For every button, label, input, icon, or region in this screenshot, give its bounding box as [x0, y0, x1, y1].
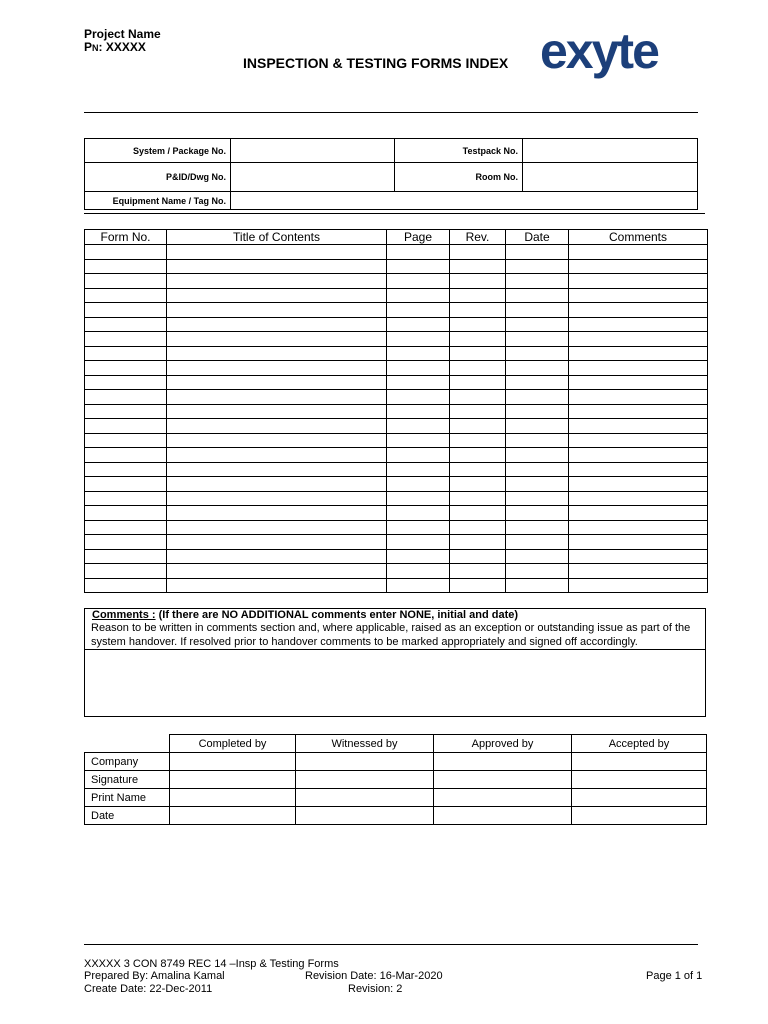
- table-cell[interactable]: [387, 433, 450, 448]
- footer-create-date: Create Date: 22-Dec-2011: [84, 983, 213, 995]
- row-label-date: Date: [85, 807, 170, 825]
- signoff-row-print-name: [85, 789, 707, 807]
- table-cell[interactable]: [387, 419, 450, 434]
- table-cell[interactable]: [450, 564, 506, 579]
- table-cell[interactable]: [167, 549, 387, 564]
- project-name: Project Name: [84, 27, 161, 41]
- table-cell[interactable]: [167, 477, 387, 492]
- table-cell[interactable]: [167, 506, 387, 521]
- table-cell[interactable]: [450, 462, 506, 477]
- comments-divider: [85, 649, 705, 650]
- table-cell[interactable]: [85, 506, 167, 521]
- table-row: [85, 317, 708, 332]
- table-cell[interactable]: [569, 520, 708, 535]
- footer-prepared-by: Prepared By: Amalina Kamal: [84, 970, 225, 982]
- table-cell[interactable]: [387, 404, 450, 419]
- footer-revision-date: Revision Date: 16-Mar-2020: [305, 970, 443, 982]
- col-form-no: Form No.: [85, 230, 167, 245]
- table-cell[interactable]: [387, 390, 450, 405]
- signoff-cell[interactable]: [434, 807, 572, 825]
- table-cell[interactable]: [387, 462, 450, 477]
- table-cell[interactable]: [167, 390, 387, 405]
- signoff-cell[interactable]: [170, 789, 296, 807]
- table-row: [85, 274, 708, 289]
- room-label: Room No.: [395, 163, 523, 192]
- table-cell[interactable]: [387, 535, 450, 550]
- signoff-cell[interactable]: [434, 789, 572, 807]
- table-cell[interactable]: [167, 404, 387, 419]
- footer-doc-ref: XXXXX 3 CON 8749 REC 14 –Insp & Testing Forms: [84, 958, 339, 970]
- table-cell[interactable]: [569, 448, 708, 463]
- table-cell[interactable]: [450, 477, 506, 492]
- table-cell[interactable]: [167, 361, 387, 376]
- signoff-cell[interactable]: [572, 771, 707, 789]
- table-cell[interactable]: [85, 288, 167, 303]
- table-row: [85, 419, 708, 434]
- col-page: Page: [387, 230, 450, 245]
- table-cell[interactable]: [506, 462, 569, 477]
- system-package-label: System / Package No.: [85, 139, 231, 163]
- signoff-cell[interactable]: [434, 753, 572, 771]
- table-cell[interactable]: [506, 506, 569, 521]
- table-cell[interactable]: [450, 448, 506, 463]
- table-cell[interactable]: [167, 274, 387, 289]
- table-cell[interactable]: [387, 477, 450, 492]
- table-cell[interactable]: [167, 288, 387, 303]
- table-cell[interactable]: [85, 520, 167, 535]
- table-cell[interactable]: [85, 303, 167, 318]
- table-row: [85, 520, 708, 535]
- header-divider: [84, 112, 698, 113]
- table-cell[interactable]: [387, 361, 450, 376]
- table-cell[interactable]: [167, 578, 387, 593]
- table-cell[interactable]: [450, 578, 506, 593]
- pn-small: N: [92, 43, 99, 53]
- pn-prefix: P: [84, 40, 93, 54]
- table-cell[interactable]: [569, 419, 708, 434]
- table-cell[interactable]: [85, 448, 167, 463]
- signoff-cell[interactable]: [572, 753, 707, 771]
- signoff-cell[interactable]: [296, 789, 434, 807]
- exyte-logo: [540, 22, 700, 86]
- table-cell[interactable]: [387, 506, 450, 521]
- table-cell[interactable]: [387, 303, 450, 318]
- table-cell[interactable]: [506, 361, 569, 376]
- logo-wordmark: exyte: [540, 23, 658, 79]
- table-cell[interactable]: [506, 448, 569, 463]
- table-cell[interactable]: [387, 491, 450, 506]
- table-row: [85, 303, 708, 318]
- pid-dwg-field[interactable]: [231, 163, 395, 192]
- table-cell[interactable]: [450, 288, 506, 303]
- table-cell[interactable]: [450, 549, 506, 564]
- system-package-field[interactable]: [231, 139, 395, 163]
- table-cell[interactable]: [167, 564, 387, 579]
- table-cell[interactable]: [85, 317, 167, 332]
- table-cell[interactable]: [85, 433, 167, 448]
- table-cell[interactable]: [387, 274, 450, 289]
- table-cell[interactable]: [569, 332, 708, 347]
- table-cell[interactable]: [387, 332, 450, 347]
- signoff-cell[interactable]: [170, 771, 296, 789]
- table-cell[interactable]: [506, 564, 569, 579]
- table-cell[interactable]: [450, 433, 506, 448]
- table-cell[interactable]: [387, 549, 450, 564]
- table-row: [85, 259, 708, 274]
- table-cell[interactable]: [85, 477, 167, 492]
- table-cell[interactable]: [85, 332, 167, 347]
- table-cell[interactable]: [450, 245, 506, 260]
- table-cell[interactable]: [450, 274, 506, 289]
- table-cell[interactable]: [387, 375, 450, 390]
- row-label-signature: Signature: [85, 771, 170, 789]
- table-cell[interactable]: [387, 578, 450, 593]
- project-number: [84, 41, 146, 55]
- table-cell[interactable]: [506, 419, 569, 434]
- table-cell[interactable]: [569, 375, 708, 390]
- col-comments: Comments: [569, 230, 708, 245]
- signoff-cell[interactable]: [170, 753, 296, 771]
- forms-index-table: [84, 229, 708, 593]
- table-row: [85, 375, 708, 390]
- pid-dwg-label: P&ID/Dwg No.: [85, 163, 231, 192]
- table-cell[interactable]: [506, 346, 569, 361]
- col-rev: Rev.: [450, 230, 506, 245]
- info-divider: [84, 213, 705, 214]
- pn-value: : XXXXX: [98, 40, 146, 54]
- table-cell[interactable]: [387, 259, 450, 274]
- table-row: [85, 448, 708, 463]
- table-cell[interactable]: [569, 462, 708, 477]
- table-cell[interactable]: [569, 245, 708, 260]
- col-accepted-by: Accepted by: [572, 735, 707, 753]
- table-cell[interactable]: [569, 317, 708, 332]
- table-cell[interactable]: [167, 259, 387, 274]
- table-row: [85, 404, 708, 419]
- table-cell[interactable]: [506, 390, 569, 405]
- signoff-cell[interactable]: [434, 771, 572, 789]
- comments-guidance-text: Reason to be written in comments section and, where applicable, raised as an exception or outstanding issue as part of the system handover. If resolved prior to handover comments to be marked appropriately and signed off accordingly.: [91, 622, 691, 648]
- table-cell[interactable]: [387, 245, 450, 260]
- signoff-row-date: [85, 807, 707, 825]
- equipment-tag-label: Equipment Name / Tag No.: [85, 192, 231, 210]
- table-cell[interactable]: [569, 535, 708, 550]
- table-cell[interactable]: [85, 491, 167, 506]
- table-row: [85, 477, 708, 492]
- table-cell[interactable]: [450, 491, 506, 506]
- table-cell[interactable]: [387, 346, 450, 361]
- col-title-of-contents: Title of Contents: [167, 230, 387, 245]
- table-cell[interactable]: [450, 259, 506, 274]
- table-cell[interactable]: [450, 520, 506, 535]
- signoff-cell[interactable]: [170, 807, 296, 825]
- col-witnessed-by: Witnessed by: [296, 735, 434, 753]
- table-cell[interactable]: [85, 375, 167, 390]
- table-cell[interactable]: [506, 535, 569, 550]
- exyte-logo-graphic: [540, 22, 700, 86]
- table-cell[interactable]: [85, 245, 167, 260]
- table-cell[interactable]: [506, 549, 569, 564]
- table-row: [85, 578, 708, 593]
- table-cell[interactable]: [450, 506, 506, 521]
- table-cell[interactable]: [167, 535, 387, 550]
- signoff-cell[interactable]: [296, 771, 434, 789]
- table-cell[interactable]: [569, 549, 708, 564]
- signoff-row-company: [85, 753, 707, 771]
- table-cell[interactable]: [167, 448, 387, 463]
- table-row: [85, 245, 708, 260]
- signoff-cell[interactable]: [572, 789, 707, 807]
- table-cell[interactable]: [506, 375, 569, 390]
- table-cell[interactable]: [387, 317, 450, 332]
- table-cell[interactable]: [85, 549, 167, 564]
- table-cell[interactable]: [85, 578, 167, 593]
- table-cell[interactable]: [85, 390, 167, 405]
- comments-label: Comments :: [92, 609, 156, 621]
- table-cell[interactable]: [85, 259, 167, 274]
- row-label-print-name: Print Name: [85, 789, 170, 807]
- table-cell[interactable]: [569, 491, 708, 506]
- system-info-table: [84, 138, 698, 210]
- table-cell[interactable]: [569, 404, 708, 419]
- table-cell[interactable]: [387, 564, 450, 579]
- table-cell[interactable]: [167, 303, 387, 318]
- table-cell[interactable]: [167, 332, 387, 347]
- table-cell[interactable]: [85, 346, 167, 361]
- table-cell[interactable]: [506, 303, 569, 318]
- table-cell[interactable]: [85, 361, 167, 376]
- table-cell[interactable]: [85, 419, 167, 434]
- table-cell[interactable]: [450, 535, 506, 550]
- table-cell[interactable]: [506, 477, 569, 492]
- table-cell[interactable]: [450, 404, 506, 419]
- table-cell[interactable]: [85, 274, 167, 289]
- table-row: [85, 390, 708, 405]
- table-cell[interactable]: [450, 346, 506, 361]
- forms-table-body: [85, 245, 708, 593]
- col-approved-by: Approved by: [434, 735, 572, 753]
- table-cell[interactable]: [85, 564, 167, 579]
- table-cell[interactable]: [506, 520, 569, 535]
- table-cell[interactable]: [569, 259, 708, 274]
- table-row: [85, 462, 708, 477]
- footer-divider: [84, 944, 698, 945]
- signoff-corner: [85, 735, 170, 753]
- table-cell[interactable]: [387, 288, 450, 303]
- table-cell[interactable]: [506, 317, 569, 332]
- footer-page-number: Page 1 of 1: [646, 970, 703, 982]
- table-cell[interactable]: [506, 245, 569, 260]
- table-row: [85, 346, 708, 361]
- table-row: [85, 506, 708, 521]
- table-row: [85, 549, 708, 564]
- table-cell[interactable]: [167, 462, 387, 477]
- table-cell[interactable]: [387, 520, 450, 535]
- table-cell[interactable]: [167, 375, 387, 390]
- table-cell[interactable]: [569, 433, 708, 448]
- table-row: [85, 491, 708, 506]
- signoff-cell[interactable]: [296, 807, 434, 825]
- table-cell[interactable]: [167, 245, 387, 260]
- table-row: [85, 288, 708, 303]
- table-cell[interactable]: [450, 317, 506, 332]
- table-cell[interactable]: [167, 433, 387, 448]
- room-field[interactable]: [523, 163, 698, 192]
- table-cell[interactable]: [387, 448, 450, 463]
- table-row: [85, 433, 708, 448]
- table-cell[interactable]: [569, 390, 708, 405]
- footer-revision: Revision: 2: [348, 983, 403, 995]
- table-row: [85, 361, 708, 376]
- table-cell[interactable]: [167, 346, 387, 361]
- signoff-row-signature: [85, 771, 707, 789]
- row-label-company: Company: [85, 753, 170, 771]
- table-cell[interactable]: [85, 404, 167, 419]
- col-date: Date: [506, 230, 569, 245]
- signoff-table: [84, 734, 707, 825]
- table-cell[interactable]: [506, 259, 569, 274]
- table-cell[interactable]: [569, 361, 708, 376]
- table-cell[interactable]: [85, 535, 167, 550]
- table-cell[interactable]: [450, 332, 506, 347]
- comments-instruction: (If there are NO ADDITIONAL comments enter NONE, initial and date): [155, 609, 519, 621]
- col-completed-by: Completed by: [170, 735, 296, 753]
- testpack-label: Testpack No.: [395, 139, 523, 163]
- table-cell[interactable]: [569, 274, 708, 289]
- table-cell[interactable]: [569, 578, 708, 593]
- table-cell[interactable]: [450, 390, 506, 405]
- table-cell[interactable]: [167, 520, 387, 535]
- table-cell[interactable]: [167, 491, 387, 506]
- table-cell[interactable]: [569, 346, 708, 361]
- comments-section: [84, 608, 706, 717]
- table-cell[interactable]: [506, 332, 569, 347]
- table-row: [85, 332, 708, 347]
- table-cell[interactable]: [85, 462, 167, 477]
- table-cell[interactable]: [506, 274, 569, 289]
- signoff-cell[interactable]: [572, 807, 707, 825]
- table-cell[interactable]: [450, 419, 506, 434]
- table-cell[interactable]: [569, 303, 708, 318]
- document-title: INSPECTION & TESTING FORMS INDEX: [243, 55, 509, 71]
- table-cell[interactable]: [506, 433, 569, 448]
- table-cell[interactable]: [506, 578, 569, 593]
- signoff-cell[interactable]: [296, 753, 434, 771]
- table-cell[interactable]: [569, 477, 708, 492]
- table-cell[interactable]: [506, 288, 569, 303]
- table-row: [85, 535, 708, 550]
- testpack-field[interactable]: [523, 139, 698, 163]
- table-cell[interactable]: [506, 491, 569, 506]
- table-cell[interactable]: [167, 419, 387, 434]
- table-cell[interactable]: [506, 404, 569, 419]
- table-cell[interactable]: [569, 506, 708, 521]
- equipment-tag-field[interactable]: [231, 192, 698, 210]
- table-cell[interactable]: [167, 317, 387, 332]
- table-cell[interactable]: [569, 288, 708, 303]
- table-cell[interactable]: [450, 361, 506, 376]
- table-row: [85, 564, 708, 579]
- table-cell[interactable]: [450, 375, 506, 390]
- table-cell[interactable]: [450, 303, 506, 318]
- table-cell[interactable]: [569, 564, 708, 579]
